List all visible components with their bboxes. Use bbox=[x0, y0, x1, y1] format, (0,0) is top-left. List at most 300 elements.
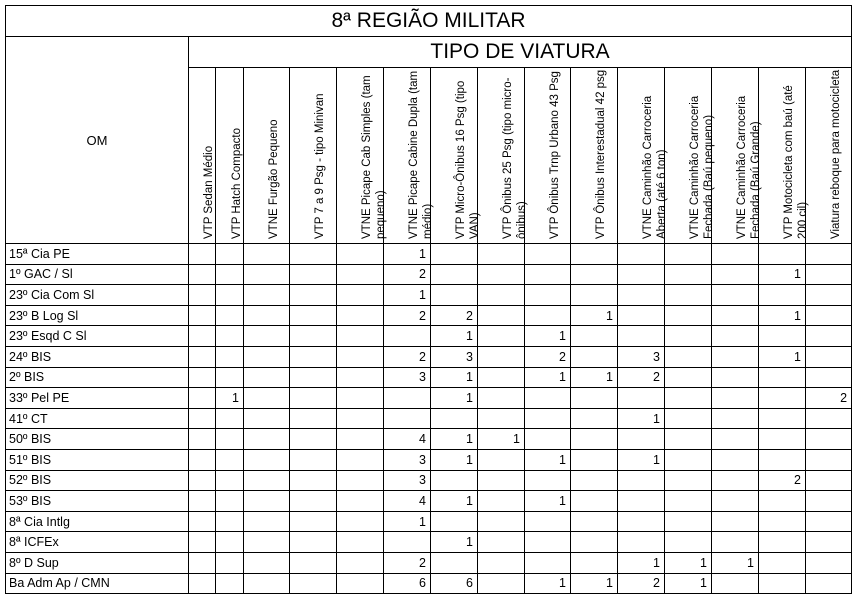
column-header bbox=[384, 68, 434, 244]
value-cell bbox=[478, 388, 525, 409]
value-cell bbox=[478, 491, 525, 512]
value-cell bbox=[571, 532, 618, 553]
om-name-cell: 24º BIS bbox=[6, 346, 189, 367]
value-cell bbox=[216, 305, 244, 326]
value-cell: 1 bbox=[618, 552, 665, 573]
value-cell bbox=[759, 388, 806, 409]
value-cell bbox=[189, 408, 216, 429]
column-header bbox=[525, 68, 571, 244]
value-cell: 1 bbox=[384, 511, 431, 532]
value-cell bbox=[618, 429, 665, 450]
value-cell bbox=[618, 244, 665, 265]
value-cell bbox=[712, 305, 759, 326]
value-cell bbox=[478, 449, 525, 470]
value-cell bbox=[712, 491, 759, 512]
value-cell bbox=[806, 511, 852, 532]
value-cell bbox=[216, 449, 244, 470]
value-cell: 1 bbox=[525, 491, 571, 512]
value-cell bbox=[712, 346, 759, 367]
value-cell bbox=[618, 511, 665, 532]
value-cell bbox=[189, 532, 216, 553]
om-name-cell: 8º D Sup bbox=[6, 552, 189, 573]
value-cell bbox=[525, 408, 571, 429]
om-name-cell: 23º B Log Sl bbox=[6, 305, 189, 326]
value-cell bbox=[337, 573, 384, 594]
value-cell bbox=[665, 264, 712, 285]
value-cell bbox=[759, 285, 806, 306]
value-cell bbox=[525, 244, 571, 265]
value-cell bbox=[337, 367, 384, 388]
table-row bbox=[6, 573, 852, 594]
value-cell bbox=[244, 285, 290, 306]
value-cell bbox=[337, 532, 384, 553]
column-header bbox=[337, 68, 387, 244]
value-cell bbox=[431, 511, 478, 532]
value-cell bbox=[712, 511, 759, 532]
value-cell bbox=[665, 244, 712, 265]
value-cell: 1 bbox=[665, 573, 712, 594]
column-header-label: VTP Micro-Ônibus 16 Psg (tipo VAN) bbox=[455, 80, 481, 239]
om-name-cell: 8ª Cia Intlg bbox=[6, 511, 189, 532]
value-cell bbox=[525, 305, 571, 326]
value-cell bbox=[571, 285, 618, 306]
value-cell bbox=[478, 532, 525, 553]
value-cell bbox=[337, 346, 384, 367]
value-cell bbox=[525, 552, 571, 573]
om-name-cell: 15ª Cia PE bbox=[6, 244, 189, 265]
value-cell bbox=[665, 305, 712, 326]
value-cell: 1 bbox=[431, 367, 478, 388]
table-row bbox=[6, 244, 852, 265]
value-cell bbox=[216, 511, 244, 532]
om-name-cell: 2º BIS bbox=[6, 367, 189, 388]
column-header-label: VTP Ônibus Trnp Urbano 43 Psg bbox=[548, 71, 561, 239]
column-header bbox=[478, 68, 528, 244]
value-cell bbox=[189, 449, 216, 470]
value-cell bbox=[244, 491, 290, 512]
value-cell: 3 bbox=[431, 346, 478, 367]
value-cell bbox=[337, 552, 384, 573]
value-cell bbox=[189, 367, 216, 388]
table-row bbox=[6, 285, 852, 306]
value-cell bbox=[759, 511, 806, 532]
value-cell: 1 bbox=[216, 388, 244, 409]
value-cell: 2 bbox=[384, 552, 431, 573]
value-cell bbox=[431, 264, 478, 285]
value-cell bbox=[665, 285, 712, 306]
value-cell bbox=[665, 449, 712, 470]
value-cell: 2 bbox=[384, 264, 431, 285]
value-cell bbox=[806, 552, 852, 573]
value-cell bbox=[244, 429, 290, 450]
value-cell bbox=[189, 285, 216, 306]
value-cell bbox=[665, 326, 712, 347]
value-cell bbox=[189, 552, 216, 573]
value-cell bbox=[712, 285, 759, 306]
column-header-label: VTP 7 a 9 Psg - tipo Minivan bbox=[314, 93, 326, 239]
value-cell bbox=[712, 532, 759, 553]
value-cell bbox=[290, 491, 337, 512]
value-cell: 1 bbox=[665, 552, 712, 573]
value-cell bbox=[618, 470, 665, 491]
table-row bbox=[6, 388, 852, 409]
value-cell bbox=[384, 388, 431, 409]
column-header bbox=[290, 68, 337, 244]
value-cell bbox=[337, 285, 384, 306]
table-row bbox=[6, 367, 852, 388]
column-header bbox=[712, 68, 762, 244]
value-cell bbox=[431, 408, 478, 429]
value-cell: 2 bbox=[806, 388, 852, 409]
value-cell bbox=[806, 532, 852, 553]
value-cell bbox=[189, 470, 216, 491]
value-cell: 1 bbox=[431, 491, 478, 512]
value-cell bbox=[290, 511, 337, 532]
value-cell: 1 bbox=[618, 408, 665, 429]
value-cell bbox=[431, 470, 478, 491]
value-cell bbox=[244, 244, 290, 265]
value-cell bbox=[759, 449, 806, 470]
value-cell bbox=[571, 244, 618, 265]
value-cell bbox=[216, 429, 244, 450]
value-cell bbox=[665, 388, 712, 409]
value-cell bbox=[571, 346, 618, 367]
value-cell bbox=[665, 532, 712, 553]
value-cell bbox=[806, 326, 852, 347]
value-cell bbox=[337, 491, 384, 512]
value-cell bbox=[337, 264, 384, 285]
table-row bbox=[6, 429, 852, 450]
value-cell bbox=[189, 346, 216, 367]
om-name-cell: Ba Adm Ap / CMN bbox=[6, 573, 189, 594]
value-cell: 1 bbox=[478, 429, 525, 450]
value-cell bbox=[618, 285, 665, 306]
value-cell bbox=[337, 326, 384, 347]
value-cell bbox=[244, 449, 290, 470]
column-header bbox=[665, 68, 715, 244]
value-cell bbox=[759, 244, 806, 265]
value-cell bbox=[712, 408, 759, 429]
value-cell bbox=[216, 326, 244, 347]
value-cell bbox=[216, 552, 244, 573]
value-cell bbox=[244, 532, 290, 553]
value-cell: 3 bbox=[384, 367, 431, 388]
column-header bbox=[189, 68, 216, 244]
column-header bbox=[431, 68, 481, 244]
value-cell bbox=[189, 491, 216, 512]
column-header-label: VTNE Caminhão Carroceria Fechada (Baú Grande) bbox=[736, 95, 762, 239]
om-name-cell: 8ª ICFEx bbox=[6, 532, 189, 553]
value-cell bbox=[525, 264, 571, 285]
value-cell bbox=[571, 511, 618, 532]
table-row bbox=[6, 346, 852, 367]
value-cell bbox=[244, 408, 290, 429]
value-cell: 2 bbox=[384, 305, 431, 326]
value-cell: 3 bbox=[618, 346, 665, 367]
column-header-label: VTNE Caminhão Carroceria Aberta (até 6 ton) bbox=[642, 95, 668, 239]
value-cell bbox=[216, 470, 244, 491]
value-cell bbox=[618, 532, 665, 553]
value-cell bbox=[244, 367, 290, 388]
value-cell bbox=[337, 305, 384, 326]
value-cell bbox=[478, 244, 525, 265]
value-cell: 1 bbox=[431, 429, 478, 450]
value-cell bbox=[712, 326, 759, 347]
table-title: 8ª REGIÃO MILITAR bbox=[6, 6, 852, 37]
value-cell bbox=[216, 491, 244, 512]
value-cell bbox=[290, 388, 337, 409]
value-cell bbox=[665, 429, 712, 450]
value-cell bbox=[759, 429, 806, 450]
value-cell bbox=[712, 429, 759, 450]
value-cell: 1 bbox=[384, 244, 431, 265]
value-cell bbox=[665, 491, 712, 512]
om-name-cell: 33º Pel PE bbox=[6, 388, 189, 409]
value-cell bbox=[189, 264, 216, 285]
value-cell bbox=[478, 552, 525, 573]
value-cell bbox=[290, 285, 337, 306]
value-cell bbox=[337, 511, 384, 532]
value-cell bbox=[712, 244, 759, 265]
value-cell: 2 bbox=[618, 367, 665, 388]
value-cell bbox=[525, 511, 571, 532]
value-cell bbox=[290, 429, 337, 450]
value-cell bbox=[290, 408, 337, 429]
column-header bbox=[216, 68, 244, 244]
value-cell bbox=[525, 470, 571, 491]
value-cell bbox=[712, 573, 759, 594]
value-cell bbox=[806, 244, 852, 265]
value-cell bbox=[571, 388, 618, 409]
value-cell: 1 bbox=[525, 326, 571, 347]
value-cell: 1 bbox=[759, 264, 806, 285]
value-cell bbox=[478, 305, 525, 326]
value-cell bbox=[216, 244, 244, 265]
value-cell bbox=[571, 470, 618, 491]
column-header-label: Viatura reboque para motocicleta bbox=[829, 69, 842, 239]
value-cell bbox=[244, 470, 290, 491]
value-cell bbox=[759, 491, 806, 512]
value-cell bbox=[525, 532, 571, 553]
om-name-cell: 41º CT bbox=[6, 408, 189, 429]
value-cell bbox=[525, 285, 571, 306]
table-row bbox=[6, 511, 852, 532]
value-cell bbox=[290, 326, 337, 347]
value-cell bbox=[290, 470, 337, 491]
value-cell bbox=[571, 429, 618, 450]
value-cell: 1 bbox=[525, 367, 571, 388]
value-cell bbox=[759, 532, 806, 553]
value-cell bbox=[618, 305, 665, 326]
value-cell bbox=[244, 264, 290, 285]
value-cell bbox=[216, 367, 244, 388]
table-body bbox=[6, 244, 852, 594]
value-cell bbox=[806, 264, 852, 285]
om-name-cell: 1º GAC / Sl bbox=[6, 264, 189, 285]
column-header-label: VTP Sedan Médio bbox=[203, 145, 215, 239]
vehicle-table bbox=[5, 5, 852, 594]
value-cell bbox=[759, 552, 806, 573]
value-cell bbox=[571, 552, 618, 573]
value-cell bbox=[244, 511, 290, 532]
value-cell: 1 bbox=[525, 449, 571, 470]
table-row bbox=[6, 532, 852, 553]
om-name-cell: 51º BIS bbox=[6, 449, 189, 470]
value-cell bbox=[216, 285, 244, 306]
value-cell bbox=[806, 470, 852, 491]
value-cell: 1 bbox=[384, 285, 431, 306]
value-cell bbox=[337, 429, 384, 450]
value-cell: 4 bbox=[384, 429, 431, 450]
table-row bbox=[6, 305, 852, 326]
value-cell bbox=[759, 367, 806, 388]
column-header bbox=[806, 68, 852, 244]
column-header bbox=[571, 68, 618, 244]
value-cell bbox=[759, 573, 806, 594]
value-cell bbox=[384, 408, 431, 429]
value-cell bbox=[478, 346, 525, 367]
vehicle-type-header: TIPO DE VIATURA bbox=[189, 37, 852, 68]
value-cell: 3 bbox=[384, 470, 431, 491]
value-cell bbox=[806, 367, 852, 388]
value-cell bbox=[618, 491, 665, 512]
om-name-cell: 23º Cia Com Sl bbox=[6, 285, 189, 306]
value-cell: 6 bbox=[431, 573, 478, 594]
value-cell: 1 bbox=[618, 449, 665, 470]
value-cell bbox=[337, 244, 384, 265]
value-cell: 1 bbox=[759, 305, 806, 326]
value-cell bbox=[665, 408, 712, 429]
value-cell bbox=[337, 470, 384, 491]
value-cell bbox=[712, 367, 759, 388]
table-row bbox=[6, 326, 852, 347]
value-cell bbox=[290, 532, 337, 553]
value-cell bbox=[478, 367, 525, 388]
table-row bbox=[6, 449, 852, 470]
value-cell bbox=[759, 408, 806, 429]
value-cell bbox=[665, 470, 712, 491]
value-cell bbox=[216, 573, 244, 594]
value-cell bbox=[290, 367, 337, 388]
value-cell bbox=[618, 388, 665, 409]
table-row bbox=[6, 470, 852, 491]
value-cell bbox=[806, 346, 852, 367]
value-cell bbox=[216, 264, 244, 285]
value-cell bbox=[806, 408, 852, 429]
value-cell bbox=[189, 244, 216, 265]
value-cell bbox=[290, 244, 337, 265]
value-cell bbox=[525, 388, 571, 409]
value-cell bbox=[337, 449, 384, 470]
value-cell bbox=[290, 552, 337, 573]
value-cell bbox=[806, 305, 852, 326]
value-cell bbox=[290, 449, 337, 470]
value-cell bbox=[571, 449, 618, 470]
value-cell: 2 bbox=[618, 573, 665, 594]
value-cell: 6 bbox=[384, 573, 431, 594]
value-cell bbox=[384, 532, 431, 553]
value-cell bbox=[189, 511, 216, 532]
value-cell bbox=[478, 511, 525, 532]
value-cell bbox=[478, 408, 525, 429]
value-cell: 1 bbox=[431, 449, 478, 470]
value-cell bbox=[290, 573, 337, 594]
value-cell: 1 bbox=[431, 388, 478, 409]
value-cell bbox=[665, 367, 712, 388]
value-cell bbox=[216, 532, 244, 553]
value-cell: 2 bbox=[431, 305, 478, 326]
table-row bbox=[6, 552, 852, 573]
value-cell bbox=[806, 449, 852, 470]
value-cell: 1 bbox=[571, 367, 618, 388]
value-cell bbox=[244, 346, 290, 367]
value-cell bbox=[571, 326, 618, 347]
value-cell bbox=[244, 573, 290, 594]
value-cell bbox=[525, 429, 571, 450]
value-cell: 1 bbox=[431, 532, 478, 553]
value-cell bbox=[712, 264, 759, 285]
value-cell bbox=[189, 573, 216, 594]
value-cell bbox=[806, 429, 852, 450]
value-cell bbox=[665, 346, 712, 367]
value-cell bbox=[244, 552, 290, 573]
om-name-cell: 53º BIS bbox=[6, 491, 189, 512]
value-cell bbox=[337, 408, 384, 429]
value-cell: 3 bbox=[384, 449, 431, 470]
value-cell bbox=[478, 264, 525, 285]
value-cell bbox=[290, 264, 337, 285]
value-cell bbox=[618, 326, 665, 347]
value-cell bbox=[431, 244, 478, 265]
value-cell bbox=[806, 573, 852, 594]
value-cell bbox=[665, 511, 712, 532]
value-cell: 1 bbox=[525, 573, 571, 594]
value-cell bbox=[431, 285, 478, 306]
value-cell bbox=[337, 388, 384, 409]
value-cell bbox=[712, 470, 759, 491]
value-cell bbox=[216, 346, 244, 367]
om-name-cell: 23º Esqd C Sl bbox=[6, 326, 189, 347]
value-cell bbox=[478, 470, 525, 491]
value-cell bbox=[712, 449, 759, 470]
value-cell bbox=[571, 264, 618, 285]
column-header-label: VTP Motocicleta com baú (até 200 cil) bbox=[783, 85, 809, 239]
value-cell bbox=[571, 408, 618, 429]
column-header bbox=[618, 68, 668, 244]
table-row bbox=[6, 264, 852, 285]
column-header-label: VTP Ônibus 25 Psg (tipo micro-ônibus) bbox=[502, 77, 528, 239]
column-header-label: VTP Ônibus Interestadual 42 psg bbox=[595, 69, 607, 239]
value-cell: 1 bbox=[431, 326, 478, 347]
value-cell: 2 bbox=[384, 346, 431, 367]
value-cell bbox=[189, 388, 216, 409]
om-header: OM bbox=[6, 37, 189, 244]
value-cell bbox=[384, 326, 431, 347]
value-cell bbox=[216, 408, 244, 429]
value-cell bbox=[478, 573, 525, 594]
table-row bbox=[6, 408, 852, 429]
value-cell bbox=[189, 326, 216, 347]
value-cell bbox=[712, 388, 759, 409]
value-cell: 4 bbox=[384, 491, 431, 512]
value-cell bbox=[571, 491, 618, 512]
value-cell: 2 bbox=[525, 346, 571, 367]
table-row bbox=[6, 491, 852, 512]
column-header-label: VTNE Furgão Pequeno bbox=[267, 119, 280, 239]
column-header bbox=[244, 68, 290, 244]
value-cell bbox=[759, 326, 806, 347]
value-cell bbox=[244, 326, 290, 347]
